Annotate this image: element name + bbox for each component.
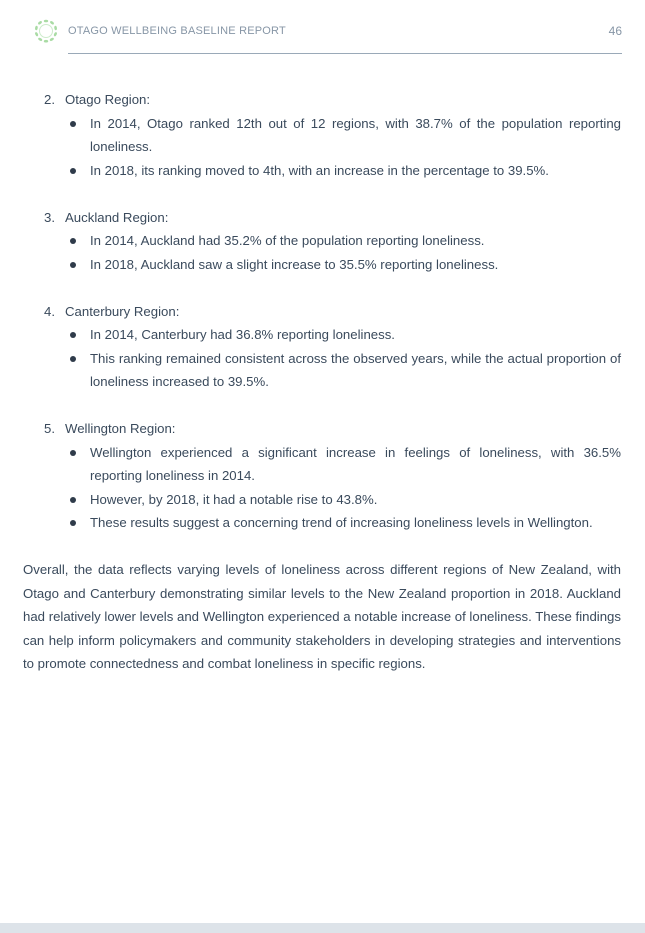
wellbeing-wreath-icon xyxy=(33,18,59,44)
section-otago xyxy=(23,88,621,182)
bullet-icon xyxy=(70,497,76,503)
section-heading xyxy=(23,417,621,441)
bullet-list xyxy=(23,323,621,394)
header-divider xyxy=(68,53,622,54)
bullet-icon xyxy=(70,262,76,268)
section-heading xyxy=(23,206,621,230)
bullet-icon xyxy=(70,168,76,174)
section-auckland xyxy=(23,206,621,277)
list-item xyxy=(23,112,621,159)
bullet-icon xyxy=(70,450,76,456)
section-heading xyxy=(23,88,621,112)
section-wellington xyxy=(23,417,621,535)
bullet-text: This ranking remained consistent across the observed years, while the actual proportion of loneliness increased to 39.5%. xyxy=(90,350,621,389)
section-number: 5. xyxy=(44,421,55,436)
bullet-text: Wellington experienced a significant increase in feelings of loneliness, with 36.5% reporting loneliness in 2014. xyxy=(90,444,621,483)
bullet-list xyxy=(23,112,621,183)
bullet-list xyxy=(23,229,621,276)
summary-paragraph: Overall, the data reflects varying levels of loneliness across different regions of New Zealand, with Otago and Canterbury demonstrating similar levels to the New Zealand proportion in 2018. Auckland had relatively lower levels and Wellington experienced a notable increase of loneliness. These findings can help inform policymakers and community stakeholders in developing strategies and interventions to promote connectedness and combat loneliness in specific regions. xyxy=(23,562,621,671)
section-title: Auckland Region: xyxy=(65,209,169,225)
list-item xyxy=(23,253,621,277)
page-content xyxy=(23,88,621,676)
list-item xyxy=(23,229,621,253)
bullet-text: In 2014, Canterbury had 36.8% reporting loneliness. xyxy=(90,327,395,342)
section-number: 4. xyxy=(44,303,55,319)
bullet-text: In 2014, Auckland had 35.2% of the population reporting loneliness. xyxy=(90,233,485,248)
list-item xyxy=(23,159,621,183)
list-item xyxy=(23,488,621,512)
bullet-icon xyxy=(70,238,76,244)
bullet-text: These results suggest a concerning trend of increasing loneliness levels in Wellington. xyxy=(90,515,593,530)
section-number: 2. xyxy=(44,92,55,107)
section-title: Wellington Region: xyxy=(65,421,176,436)
report-title: OTAGO WELLBEING BASELINE REPORT xyxy=(68,25,286,37)
list-item xyxy=(23,323,621,347)
bullet-text: In 2018, its ranking moved to 4th, with an increase in the percentage to 39.5%. xyxy=(90,162,549,178)
section-number: 3. xyxy=(44,209,55,225)
list-item xyxy=(23,441,621,488)
bullet-icon xyxy=(70,520,76,526)
section-heading xyxy=(23,300,621,324)
section-title: Otago Region: xyxy=(65,92,151,107)
bullet-text: However, by 2018, it had a notable rise to 43.8%. xyxy=(90,491,378,507)
footer-bar xyxy=(0,923,645,933)
bullet-icon xyxy=(70,121,76,127)
bullet-list xyxy=(23,441,621,535)
list-item xyxy=(23,347,621,394)
section-canterbury xyxy=(23,300,621,394)
bullet-text: In 2014, Otago ranked 12th out of 12 regions, with 38.7% of the population reporting loneliness. xyxy=(90,115,621,154)
list-item xyxy=(23,511,621,535)
page-number: 46 xyxy=(608,24,622,38)
bullet-icon xyxy=(70,356,76,362)
page-header xyxy=(0,0,645,56)
section-title: Canterbury Region: xyxy=(65,303,180,319)
bullet-text: In 2018, Auckland saw a slight increase to 35.5% reporting loneliness. xyxy=(90,256,499,272)
bullet-icon xyxy=(70,332,76,338)
